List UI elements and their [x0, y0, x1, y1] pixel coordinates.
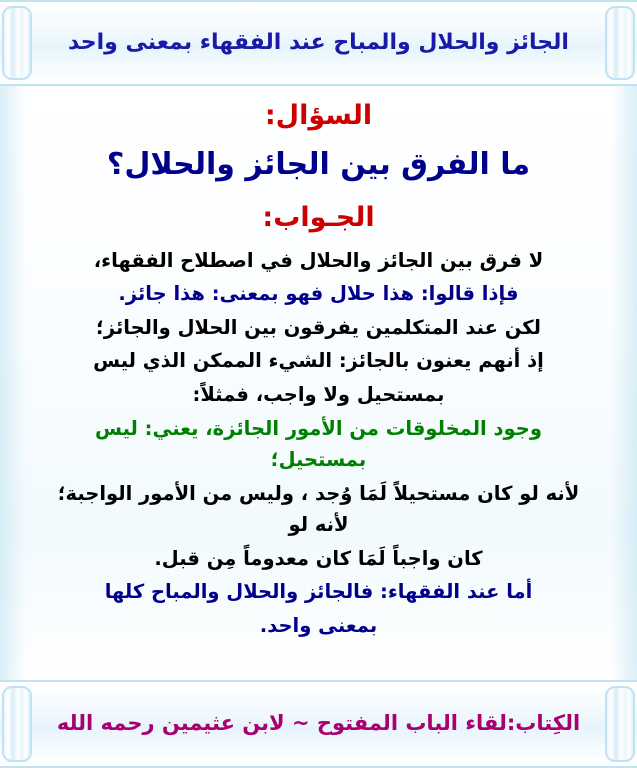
answer-line: وجود المخلوقات من الأمور الجائزة، يعني: ليس بمستحيل؛ — [95, 416, 542, 472]
answer-body — [46, 245, 591, 642]
bottom-scroll-banner — [0, 680, 637, 768]
answer-line: أما عند الفقهاء: فالجائز والحلال والمباح كلها — [104, 580, 533, 604]
answer-line: لا فرق بين الجائز والحلال في اصطلاح الفقهاء، — [93, 248, 544, 272]
answer-line: كان واجباً لَمَا كان معدوماً مِن قبل. — [154, 546, 483, 570]
source-reference: الكِتاب:لقاء الباب المفتوح ~ لابن عثيمين رحمه الله — [56, 711, 581, 736]
document-body — [0, 86, 637, 680]
answer-line: فإذا قالوا: هذا حلال فهو بمعنى: هذا جائز. — [118, 282, 519, 306]
question-text: ما الفرق بين الجائز والحلال؟ — [106, 147, 531, 183]
question-label: السؤال: — [264, 100, 373, 131]
answer-line: بمعنى واحد. — [259, 614, 378, 638]
answer-line: إذ أنهم يعنون بالجائز: الشيء الممكن الذي ليس — [93, 349, 544, 373]
answer-line: بمستحيل ولا واجب، فمثلاً: — [192, 383, 445, 406]
answer-line: لأنه لو كان مستحيلاً لَمَا وُجد ، وليس من الأمور الواجبة؛ لأنه لو — [57, 481, 580, 537]
answer-line: لكن عند المتكلمين يفرقون بين الحلال والجائز؛ — [96, 315, 541, 339]
answer-label: الجـواب: — [262, 201, 375, 233]
banner-title: الجائز والحلال والمباح عند الفقهاء بمعنى واحد — [68, 29, 569, 55]
top-scroll-banner — [0, 0, 637, 86]
